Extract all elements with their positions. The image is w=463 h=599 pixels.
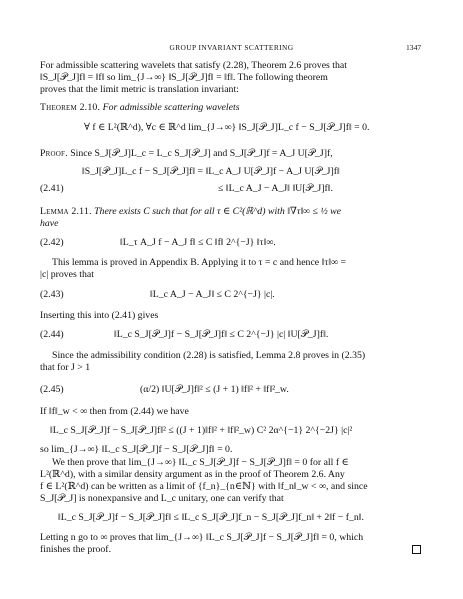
lemma-label: Lemma 2.11. xyxy=(40,206,92,217)
paragraph-line: f ∈ L²(ℝ^d) can be written as a limit of {f_n}_{n∈ℕ} with ‖f_n‖_w < ∞, and since xyxy=(40,481,368,492)
proof-label: Proof. xyxy=(40,148,68,159)
paragraph-line: so lim_{J→∞} ‖L_c S_J[𝒫_J]f − S_J[𝒫_J]f‖ = 0. xyxy=(40,444,233,455)
paragraph-line: For admissible scattering wavelets that satisfy (2.28), Theorem 2.6 proves that xyxy=(40,60,347,71)
qed-box-icon xyxy=(412,545,421,554)
theorem-equation: ∀ f ∈ L²(ℝ^d), ∀c ∈ ℝ^d lim_{J→∞} ‖S_J[𝒫_J]L_c f − S_J[𝒫_J]f‖ = 0. xyxy=(84,122,370,133)
page-number: 1347 xyxy=(406,43,422,52)
weighted-bound-equation: ‖L_c S_J[𝒫_J]f − S_J[𝒫_J]f‖² ≤ ((J + 1)‖f‖² + ‖f‖²_w) C² 2α^{−1} 2^{−2J} |c|² xyxy=(50,425,353,436)
equation-2-45: (α/2) ‖U[𝒫_J]f‖² ≤ (J + 1) ‖f‖² + ‖f‖²_w. xyxy=(140,384,289,395)
equation-number: (2.42) xyxy=(40,237,64,248)
equation-number: (2.44) xyxy=(40,329,64,340)
lemma-statement: There exists C such that for all τ ∈ C²(ℝ^d) with ‖∇τ‖∞ ≤ ½ we xyxy=(94,206,342,217)
theorem-heading xyxy=(40,102,422,114)
paragraph-line: Letting n go to ∞ proves that lim_{J→∞} ‖L_c S_J[𝒫_J]f − S_J[𝒫_J]f‖ = 0, which xyxy=(40,532,364,543)
equation-2-44: ‖L_c S_J[𝒫_J]f − S_J[𝒫_J]f‖ ≤ C 2^{−J} |c| ‖U[𝒫_J]f‖. xyxy=(114,329,329,340)
proof-text: Since S_J[𝒫_J]L_c = L_c S_J[𝒫_J] and S_J[𝒫_J]f = A_J U[𝒫_J]f, xyxy=(70,148,333,159)
paragraph-line: Since the admissibility condition (2.28) is satisfied, Lemma 2.8 proves in (2.35) xyxy=(52,350,366,361)
paragraph-line: finishes the proof. xyxy=(40,544,112,555)
paragraph-line: ‖S_J[𝒫_J]f‖ = ‖f‖ so lim_{J→∞} ‖S_J[𝒫_J]f‖ = ‖f‖. The following theorem xyxy=(40,72,328,83)
theorem-statement: For admissible scattering wavelets xyxy=(102,102,240,113)
lemma-heading xyxy=(40,206,422,218)
equation-2-43: ‖L_c A_J − A_J‖ ≤ C 2^{−J} |c|. xyxy=(150,289,275,300)
equation-number: (2.45) xyxy=(40,384,64,395)
paragraph-line: |c| proves that xyxy=(40,269,94,280)
paragraph-line: If ‖f‖_w < ∞ then from (2.44) we have xyxy=(40,406,189,417)
equation-2-42: ‖L_τ A_J f − A_J f‖ ≤ C ‖f‖ 2^{−J} ‖τ‖∞. xyxy=(120,237,276,248)
paragraph-line: proves that the limit metric is translation invariant: xyxy=(40,84,239,95)
density-argument-equation: ‖L_c S_J[𝒫_J]f − S_J[𝒫_J]f‖ ≤ ‖L_c S_J[𝒫_J]f_n − S_J[𝒫_J]f_n‖ + 2‖f − f_n‖. xyxy=(58,512,364,523)
theorem-label: Theorem 2.10. xyxy=(40,102,101,113)
paragraph-line: Inserting this into (2.41) gives xyxy=(40,310,159,321)
paragraph-line: We then prove that lim_{J→∞} ‖L_c S_J[𝒫_J]f − S_J[𝒫_J]f‖ = 0 for all f ∈ xyxy=(52,457,349,468)
paragraph-line: This lemma is proved in Appendix B. Applying it to τ = c and hence ‖τ‖∞ = xyxy=(52,257,346,268)
running-header: GROUP INVARIANT SCATTERING xyxy=(169,43,294,52)
equation-number: (2.41) xyxy=(40,183,64,194)
equation-2-41-line2: ≤ ‖L_c A_J − A_J‖ ‖U[𝒫_J]f‖. xyxy=(218,183,333,194)
lemma-statement-line: have xyxy=(40,218,59,229)
paragraph-line: S_J[𝒫_J] is nonexpansive and L_c unitary, one can verify that xyxy=(40,493,284,504)
proof-line xyxy=(40,148,422,160)
equation-number: (2.43) xyxy=(40,289,64,300)
paragraph-line: L²(ℝ^d), with a similar density argument as in the proof of Theorem 2.6. Any xyxy=(40,469,345,480)
paragraph-line: that for J > 1 xyxy=(40,362,91,373)
equation-2-41-line1: ‖S_J[𝒫_J]L_c f − S_J[𝒫_J]f‖ = ‖L_c A_J U[𝒫_J]f − A_J U[𝒫_J]f‖ xyxy=(82,166,340,177)
